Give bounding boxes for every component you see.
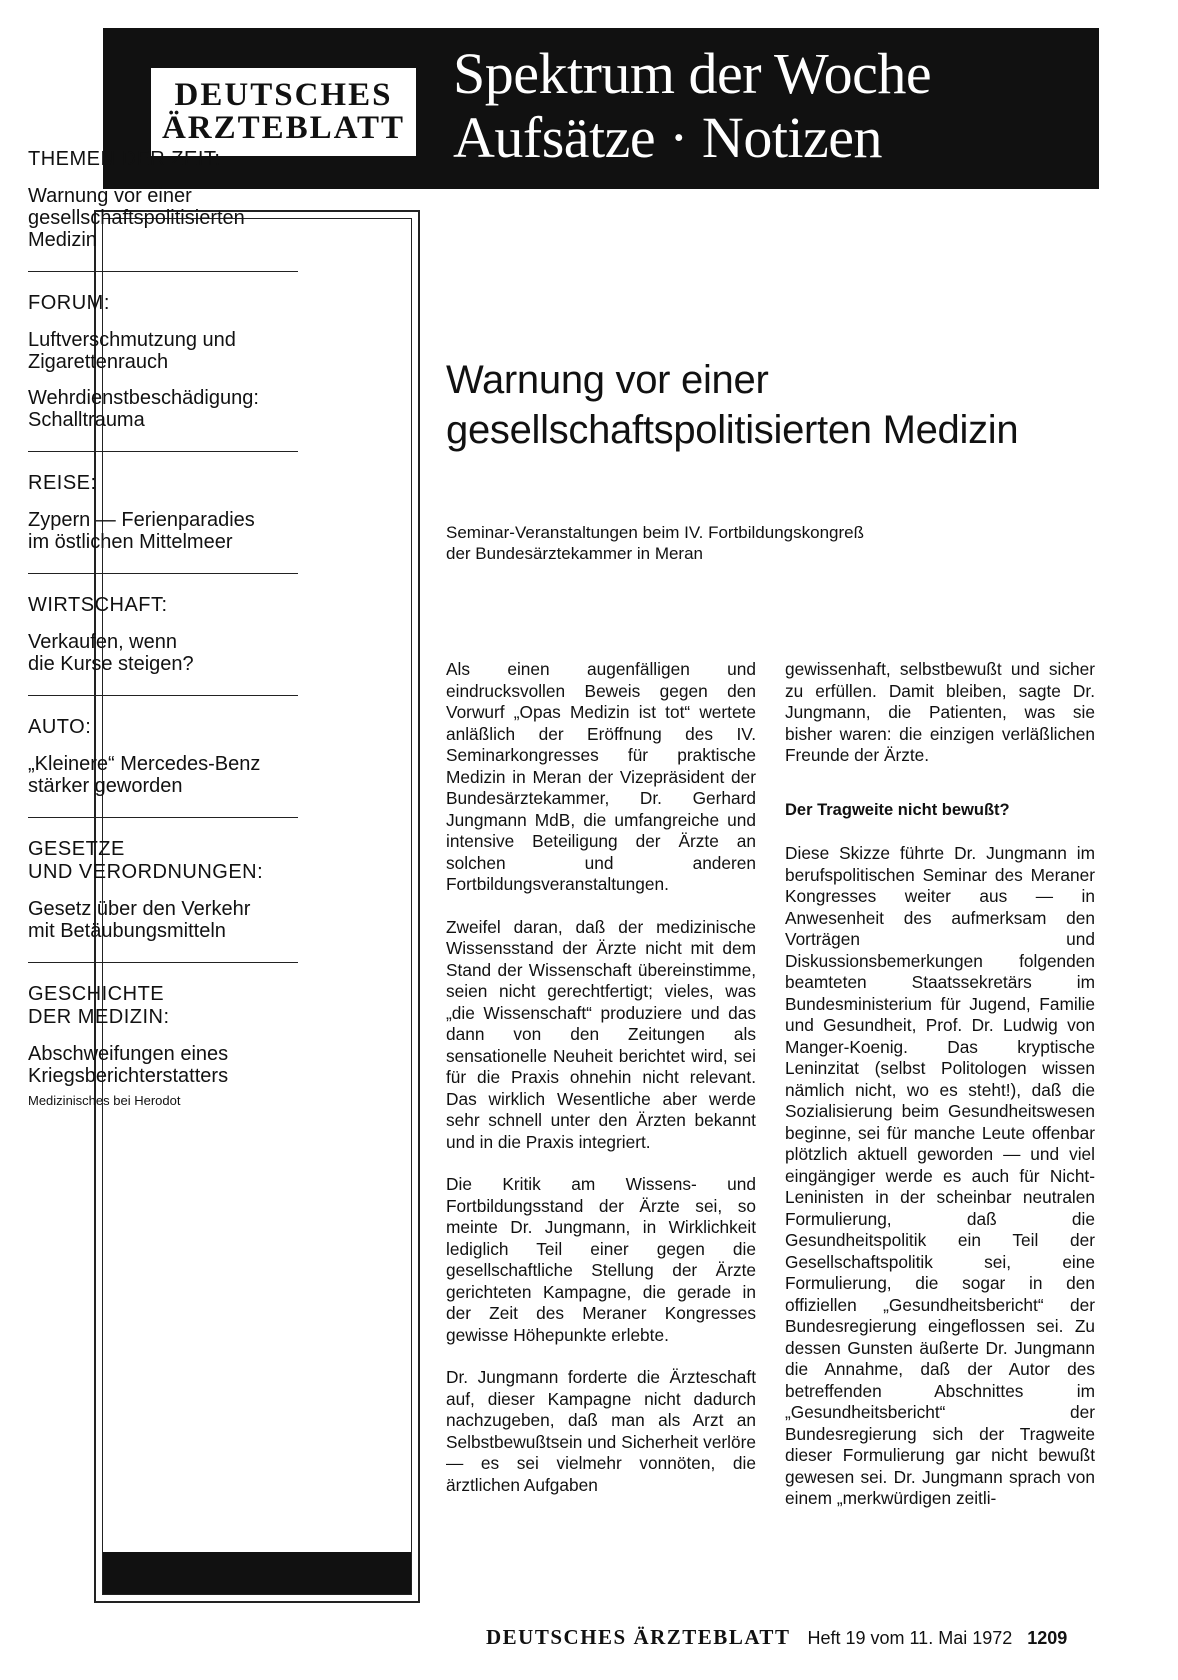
toc-section <box>28 472 298 553</box>
toc-category: REISE: <box>28 472 97 494</box>
article-title <box>446 355 1106 455</box>
toc-subentry[interactable]: Medizinisches bei Herodot <box>28 1093 181 1108</box>
page-footer <box>486 1625 1106 1650</box>
logo-line-1: DEUTSCHES <box>174 77 393 113</box>
toc-category: FORUM: <box>28 292 110 314</box>
paragraph: Zweifel daran, daß der medizinische Wissensstand der Ärzte nicht mit dem Stand der Wissenschaft übereinstimme, seien nicht gerechtfertigt; vieles, was „die Wissenschaft“ produziere und das dann von den Zeitungen als sensationelle Neuheit berichtet wird, sei für die Praxis ohnehin nicht relevant. Das wirklich Wesentliche aber werde sehr schnell unter den Ärzten bekannt und in die Praxis integriert. <box>446 916 756 1152</box>
toc-entry[interactable]: Zypern — Ferienparadies im östlichen Mittelmeer <box>28 509 255 553</box>
footer-issue: Heft 19 vom 11. Mai 1972 <box>807 1628 1013 1648</box>
article-subtitle <box>446 522 1106 564</box>
table-of-contents <box>28 148 298 1109</box>
paragraph: Als einen augenfälligen und eindrucksvollen Beweis gegen den Vorwurf „Opas Medizin ist tot“ wertete anläßlich der Eröffnung des IV. Seminarkongresses für praktische Medizin in Meran der Vizepräsident der Bundesärztekammer, Dr. Gerhard Jungmann MdB, die umfangreiche und intensive Beteiligung der Ärzte an solchen und anderen Fortbildungsveranstaltungen. <box>446 659 756 894</box>
logo <box>151 68 416 156</box>
toc-entry[interactable]: Verkaufen, wenn die Kurse steigen? <box>28 631 194 675</box>
toc-section <box>28 148 298 251</box>
article-column-1 <box>446 659 756 1517</box>
toc-category: THEMEN DER ZEIT: <box>28 148 221 170</box>
toc-entry[interactable]: Gesetz über den Verkehr mit Betäubungsmitteln <box>28 898 251 942</box>
article-column-2 <box>785 659 1095 1531</box>
toc-entry[interactable]: „Kleinere“ Mercedes-Benz stärker geworden <box>28 753 261 797</box>
article-subtitle-line-2: der Bundesärztekammer in Meran <box>446 544 704 563</box>
logo-line-2: ÄRZTEBLATT <box>161 110 406 146</box>
toc-footer-bar <box>103 1552 411 1594</box>
toc-category: WIRTSCHAFT: <box>28 594 168 616</box>
toc-entry[interactable]: Luftverschmutzung und Zigarettenrauch <box>28 329 236 373</box>
toc-section <box>28 716 298 797</box>
toc-section <box>28 594 298 675</box>
toc-divider <box>28 451 298 452</box>
toc-entry[interactable]: Warnung vor einer gesellschaftspolitisierten Medizin <box>28 185 245 251</box>
toc-section <box>28 292 298 431</box>
footer-brand: DEUTSCHES ÄRZTEBLATT <box>486 1625 791 1649</box>
section-title-line-1: Spektrum der Woche <box>453 41 932 106</box>
page-number: 1209 <box>1027 1628 1068 1648</box>
article-title-line-2: gesellschaftspolitisierten Medizin <box>446 408 1019 452</box>
toc-entry[interactable]: Wehrdienstbeschädigung: Schalltrauma <box>28 387 259 431</box>
toc-category: GESETZE UND VERORDNUNGEN: <box>28 838 264 883</box>
section-heading: Der Tragweite nicht bewußt? <box>785 800 1010 819</box>
toc-divider <box>28 817 298 818</box>
paragraph: Dr. Jungmann forderte die Ärzteschaft auf, dieser Kampagne nicht dadurch nachzugeben, daß man als Arzt an Selbstbewußtsein und Sicherheit verlöre — es sei vielmehr vonnöten, die ärztlichen Aufgaben <box>446 1367 756 1495</box>
section-title-line-2: Aufsätze · Notizen <box>453 105 883 170</box>
toc-category: GESCHICHTE DER MEDIZIN: <box>28 983 170 1028</box>
toc-divider <box>28 962 298 963</box>
toc-divider <box>28 573 298 574</box>
article-title-line-1: Warnung vor einer <box>446 358 769 402</box>
section-title <box>453 42 931 170</box>
article-subtitle-line-1: Seminar-Veranstaltungen beim IV. Fortbildungskongreß <box>446 523 864 542</box>
paragraph: Die Kritik am Wissens- und Fortbildungsstand der Ärzte sei, so meinte Dr. Jungmann, in Wirklichkeit lediglich Teil einer gegen die gesellschaftliche Stellung der Ärzte gerichteten Kampagne, die gerade in der Zeit des Meraner Kongresses gewisse Höhepunkte erlebte. <box>446 1174 756 1345</box>
toc-category: AUTO: <box>28 716 92 738</box>
paragraph: Diese Skizze führte Dr. Jungmann im berufspolitischen Seminar des Meraner Kongresses weiter aus — in Anwesenheit des aufmerksam den Vorträgen und Diskussionsbemerkungen folgenden beamteten Staatssekretärs im Bundesministerium für Jugend, Familie und Gesundheit, Prof. Dr. Ludwig von Manger-Koenig. Das kryptische Leninzitat (selbst Politologen wissen nämlich nicht, wo es steht!), daß die Sozialisierung beim Gesundheitswesen beginne, sei für manche Leute offenbar plötzlich aktuell geworden — und viel eingängiger werde es auch für Nicht-Leninisten in der scheinbar neutralen Formulierung, daß die Gesundheitspolitik ein Teil der Gesellschaftspolitik sei, eine Formulierung, die sogar in den offiziellen „Gesundheitsbericht“ der Bundesregierung eingeflossen sei. Zu dessen Gunsten äußerte Dr. Jungmann die Annahme, daß der Autor des betreffenden Abschnittes im „Gesundheitsbericht“ der Bundesregierung sich der Tragweite dieser Formulierung gar nicht bewußt gewesen sei. Dr. Jungmann sprach von einem „merkwürdigen zeitli- <box>785 843 1095 1508</box>
toc-section <box>28 838 298 942</box>
toc-divider <box>28 695 298 696</box>
toc-entry[interactable]: Abschweifungen eines Kriegsberichterstatters <box>28 1043 229 1087</box>
toc-divider <box>28 271 298 272</box>
paragraph: gewissenhaft, selbstbewußt und sicher zu erfüllen. Damit bleiben, sagte Dr. Jungmann, die Patienten, was sie bisher waren: die einzigen verläßlichen Freunde der Ärzte. <box>785 659 1095 765</box>
toc-section <box>28 983 298 1109</box>
